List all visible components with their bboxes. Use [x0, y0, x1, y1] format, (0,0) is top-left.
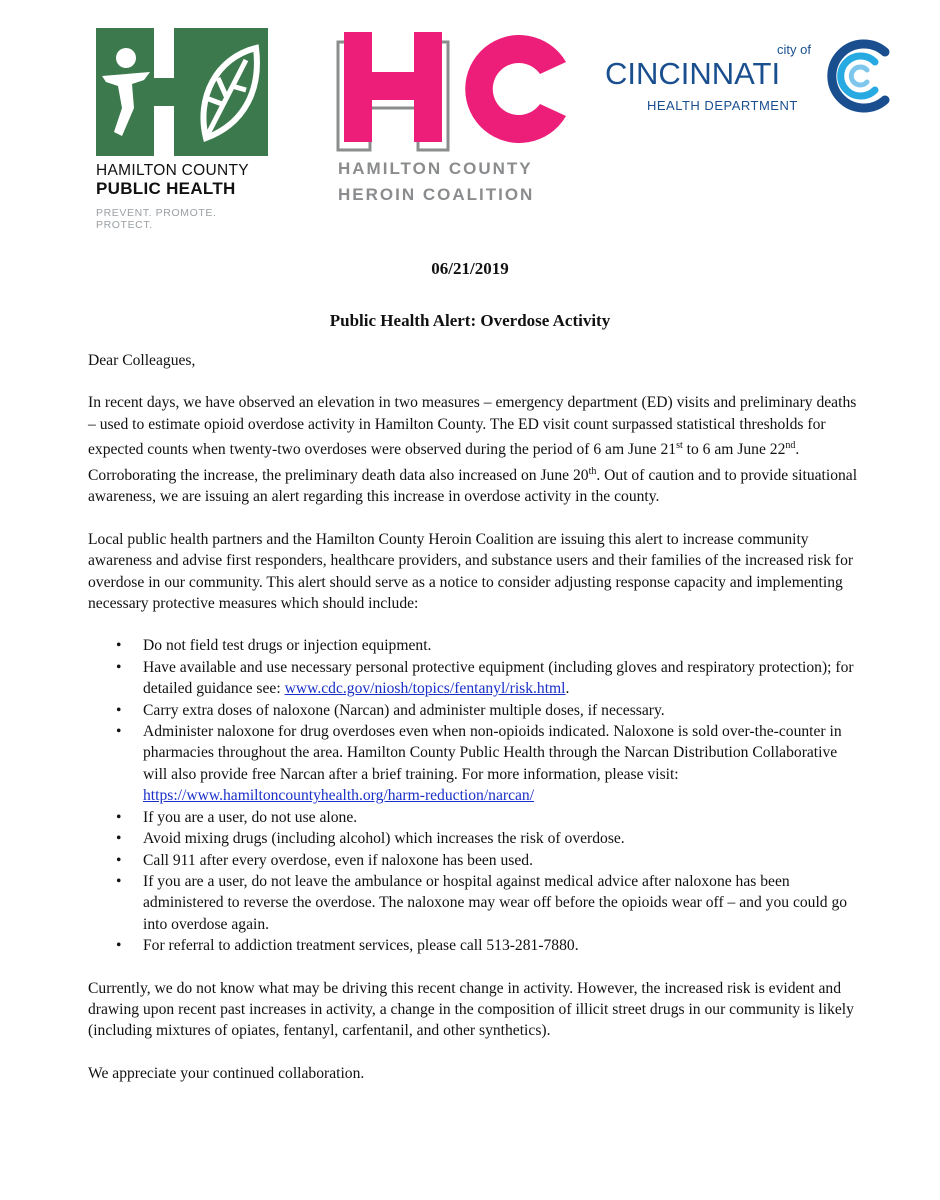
cdc-fentanyl-link[interactable]: www.cdc.gov/niosh/topics/fentanyl/risk.html — [284, 680, 566, 698]
hc-mark-text: HC — [330, 24, 332, 25]
hcph-name-line1: HAMILTON COUNTY — [96, 162, 249, 179]
hc-mark-icon — [330, 24, 580, 154]
cincinnati-c-icon — [823, 34, 895, 114]
alert-date: 06/21/2019 — [431, 259, 509, 278]
paragraph-1: In recent days, we have observed an elevation in two measures – emergency department (ED) visits and preliminary deaths – used to estimate opioid overdose activity in Hamilton County. The ED visit count surpassed statistical thresholds for expected counts when twenty-two overdoses were observed during the period of 6 am June 21st to 6 am June 22nd. Corroborating the increase, the preliminary death data also increased on June 20th. Out of caution and to provide situational awareness, we are issuing an alert regarding this increase in overdose activity in the county. — [88, 394, 858, 506]
letter-body — [88, 350, 863, 1084]
list-item: • Carry extra doses of naloxone (Narcan) and administer multiple doses, if necessary. — [116, 701, 665, 719]
list-item: • Call 911 after every overdose, even if naloxone has been used. — [116, 851, 533, 869]
hc-logo — [330, 24, 590, 208]
protective-measures-list — [88, 635, 863, 956]
hcph-name-line2: PUBLIC HEALTH — [96, 179, 236, 198]
list-item: • If you are a user, do not use alone. — [116, 808, 358, 826]
narcan-info-link[interactable]: https://www.hamiltoncountyhealth.org/harm-reduction/narcan/ — [143, 787, 535, 805]
salutation: Dear Colleagues, — [88, 352, 196, 369]
cin-city-of: city of — [777, 42, 811, 57]
list-item: • Do not field test drugs or injection equipment. — [116, 637, 432, 655]
paragraph-3: Currently, we do not know what may be driving this recent change in activity. However, the increased risk is evident and drawing upon recent past increases in activity, a change in the composition of illicit street drugs in our community is likely (including mixtures of opiates, fentanyl, carfentanil, and other synthetics). — [88, 979, 854, 1040]
hc-name-line1: HAMILTON COUNTY — [338, 159, 533, 178]
list-item: • If you are a user, do not leave the ambulance or hospital against medical advice after naloxone has been administered to reverse the overdose. The naloxone may wear off before the opioids wear off – and you could go into overdose again. — [116, 872, 848, 933]
hcph-h-mark-icon — [96, 28, 268, 156]
closing: We appreciate your continued collaboration. — [88, 1064, 365, 1082]
cin-dept: HEALTH DEPARTMENT — [647, 98, 798, 113]
hcph-logo — [96, 28, 276, 231]
list-item: • Administer naloxone for drug overdoses even when non-opioids indicated. Naloxone is sold over-the-counter in pharmacies throughout the area. Hamilton County Public Health through the Narcan Distribution Collaborative will also provide free Narcan after a brief training. For more information, please visit: https://www.hamiltoncountyhealth.org/harm-reduction/narcan/ — [116, 723, 842, 805]
list-item: • For referral to addiction treatment services, please call 513-281-7880. — [116, 937, 579, 955]
cin-name: CINCINNATI — [605, 56, 781, 91]
list-item: • Have available and use necessary personal protective equipment (including gloves and respiratory protection); for detailed guidance see: www.cdc.gov/niosh/topics/fentanyl/risk.html. — [116, 658, 854, 698]
hcph-tagline: PREVENT. PROMOTE. PROTECT. — [96, 207, 217, 231]
paragraph-2: Local public health partners and the Hamilton County Heroin Coalition are issuing this alert to increase community awareness and advise first responders, healthcare providers, and substance users and their families of the increased risk for overdose in our community. This alert should serve as a notice to consider adjusting response capacity and implementing necessary protective measures which should include: — [88, 530, 854, 613]
cincinnati-logo — [605, 34, 905, 114]
hc-name-line2: HEROIN COALITION — [338, 185, 535, 204]
alert-headline: Public Health Alert: Overdose Activity — [329, 311, 611, 330]
list-item: • Avoid mixing drugs (including alcohol) which increases the risk of overdose. — [116, 830, 625, 848]
